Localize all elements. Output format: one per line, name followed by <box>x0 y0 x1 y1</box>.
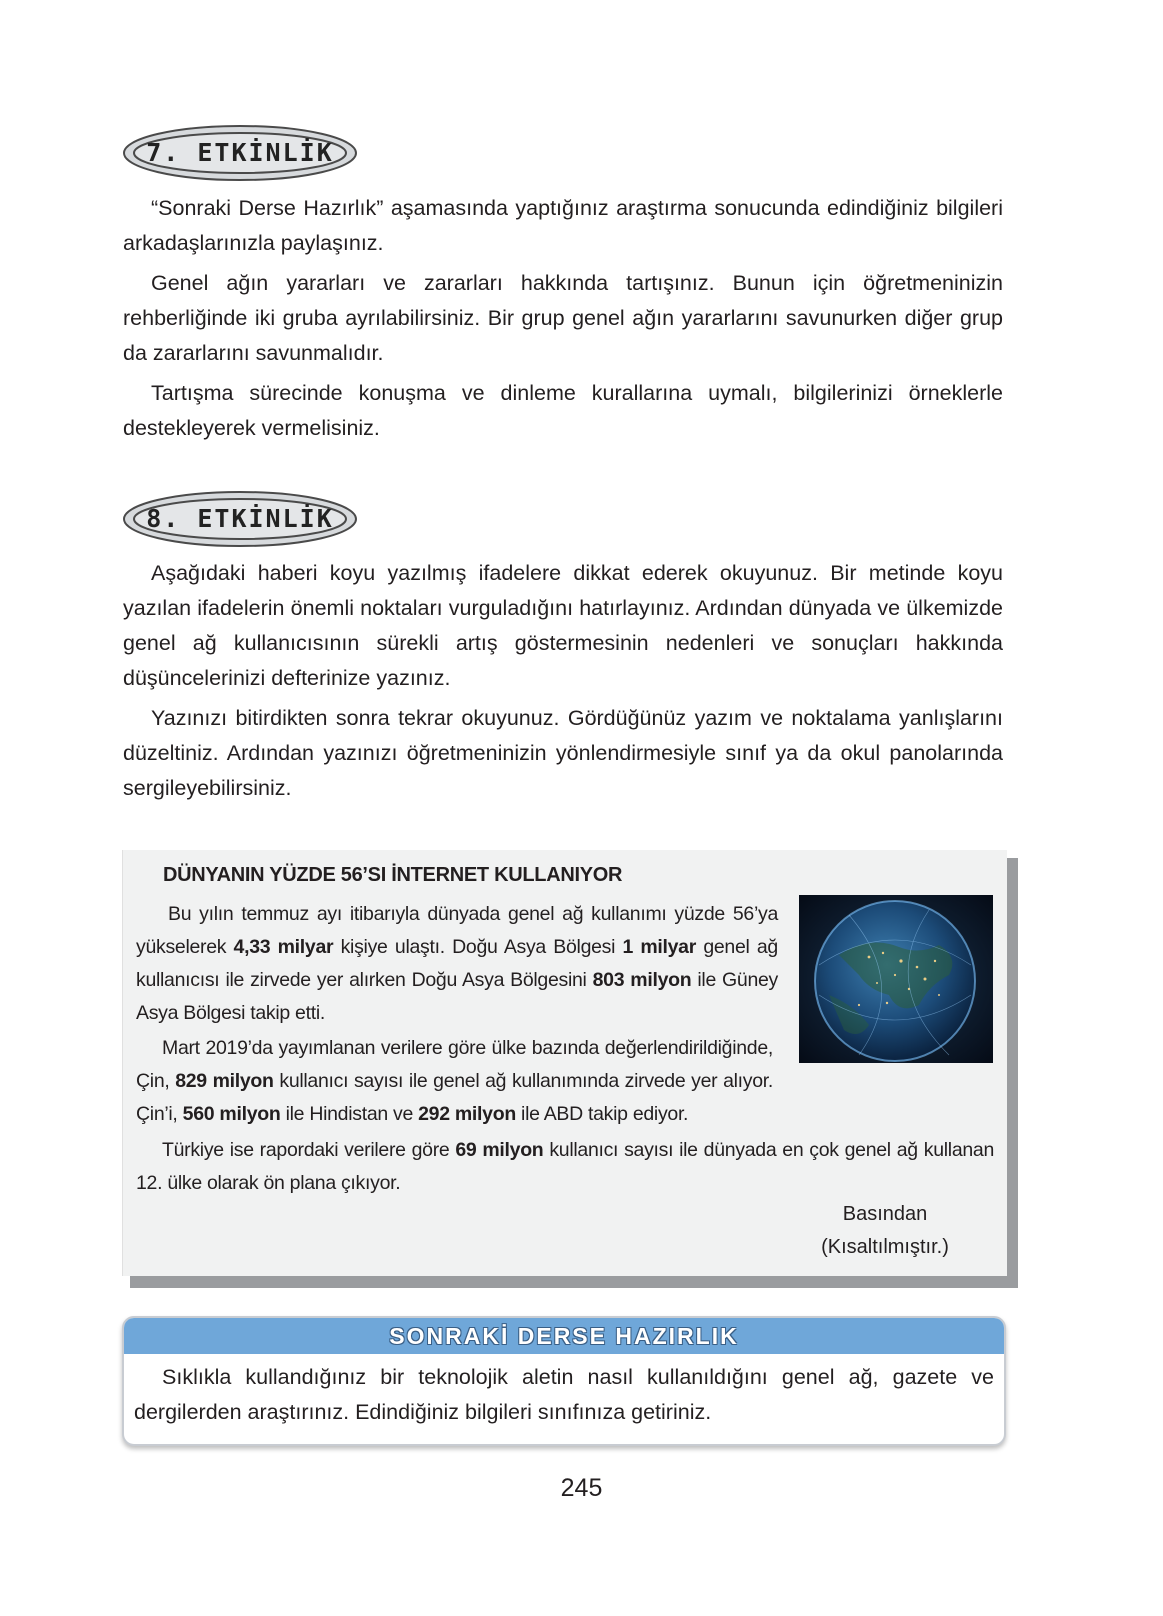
globe-icon <box>799 895 993 1063</box>
activity-8-paragraph-1: Aşağıdaki haberi koyu yazılmış ifadelere dikkat ederek okuyunuz. Bir metinde koyu yazılan ifadelerin önemli noktaları vurguladığını hatırlayınız. Ardından dünyada ve ülkemizde genel ağ kullanıcısının sürekli artış göstermesinin nedenleri ve sonuçları hakkında düşüncelerinizi defterinize yazınız. <box>123 561 1003 690</box>
news-text: Bu yılın temmuz ayı itibarıyla dünyada genel ağ kullanımı yüzde 56’ya yükselerek <box>136 903 778 958</box>
news-bold-figure: 829 milyon <box>175 1070 274 1092</box>
next-lesson-prep-text: Sıklıkla kullandığınız bir teknolojik aletin nasıl kullanıldığını genel ağ, gazete ve dergilerden araştırınız. Edindiğiniz bilgileri sınıfınıza getiriniz. <box>134 1365 994 1424</box>
news-bold-figure: 803 milyon <box>592 969 692 991</box>
news-bold-figure: 560 milyon <box>182 1103 281 1125</box>
activity-8-badge <box>122 490 358 548</box>
news-paragraph-1 <box>136 898 778 1030</box>
page-number: 245 <box>560 1474 603 1502</box>
news-text: kişiye ulaştı. Doğu Asya Bölgesi <box>333 936 623 958</box>
news-paragraph-3 <box>136 1134 994 1200</box>
news-text: ile Hindistan ve <box>280 1103 419 1125</box>
news-text: Mart 2019’da yayımlanan verilere göre ülke bazında değerlendirildiğinde, Çin, <box>136 1037 773 1092</box>
activity-7-title: 7. ETKİNLİK <box>146 138 334 167</box>
news-text: kullanıcı sayısı ile genel ağ kullanımında zirvede yer alıyor. Çin’i, <box>136 1070 773 1125</box>
news-source <box>815 1198 955 1264</box>
news-text: ile ABD takip ediyor. <box>515 1103 689 1125</box>
earth-globe-image <box>799 895 993 1063</box>
news-paragraph-2 <box>136 1032 773 1131</box>
activity-8-paragraph-2: Yazınızı bitirdikten sonra tekrar okuyunuz. Gördüğünüz yazım ve noktalama yanlışlarını düzeltiniz. Ardından yazınızı öğretmeninizin yönlendirmesiyle sınıf ya da okul panolarında sergileyebilirsiniz. <box>123 706 1003 800</box>
news-source-label: Basından <box>842 1203 928 1225</box>
news-bold-figure: 1 milyar <box>622 936 697 958</box>
activity-7-badge <box>122 124 358 182</box>
news-abridged-note: (Kısaltılmıştır.) <box>821 1236 949 1258</box>
news-article-box <box>122 850 1007 1276</box>
news-text: Türkiye ise rapordaki verilere göre <box>162 1139 456 1161</box>
next-lesson-prep-box <box>122 1316 1006 1446</box>
activity-7-paragraph-1: “Sonraki Derse Hazırlık” aşamasında yaptığınız araştırma sonucunda edindiğiniz bilgileri arkadaşlarınızla paylaşınız. <box>123 196 1003 255</box>
news-bold-figure: 69 milyon <box>455 1139 544 1161</box>
activity-7-paragraph-3: Tartışma sürecinde konuşma ve dinleme kurallarına uymalı, bilgilerinizi örneklerle destekleyerek vermelisiniz. <box>123 381 1003 440</box>
activity-8-title: 8. ETKİNLİK <box>146 504 334 533</box>
news-text: ile Güney Asya Bölgesi takip etti. <box>136 969 778 1024</box>
news-bold-figure: 4,33 milyar <box>233 936 334 958</box>
next-lesson-prep-heading: SONRAKİ DERSE HAZIRLIK <box>124 1318 1004 1354</box>
news-text: kullanıcı sayısı ile dünyada en çok genel ağ kullanan 12. ülke olarak ön plana çıkıyor. <box>136 1139 994 1194</box>
news-text: genel ağ kullanıcısı ile zirvede yer alırken Doğu Asya Bölgesini <box>136 936 778 991</box>
activity-7-paragraph-2: Genel ağın yararları ve zararları hakkında tartışınız. Bunun için öğretmeninizin rehberliğinde iki gruba ayrılabilirsiniz. Bir grup genel ağın yararlarını savunurken diğer grup da zararlarını savunmalıdır. <box>123 271 1003 365</box>
news-bold-figure: 292 milyon <box>418 1103 516 1125</box>
news-headline: DÜNYANIN YÜZDE 56’SI İNTERNET KULLANIYOR <box>163 864 623 886</box>
